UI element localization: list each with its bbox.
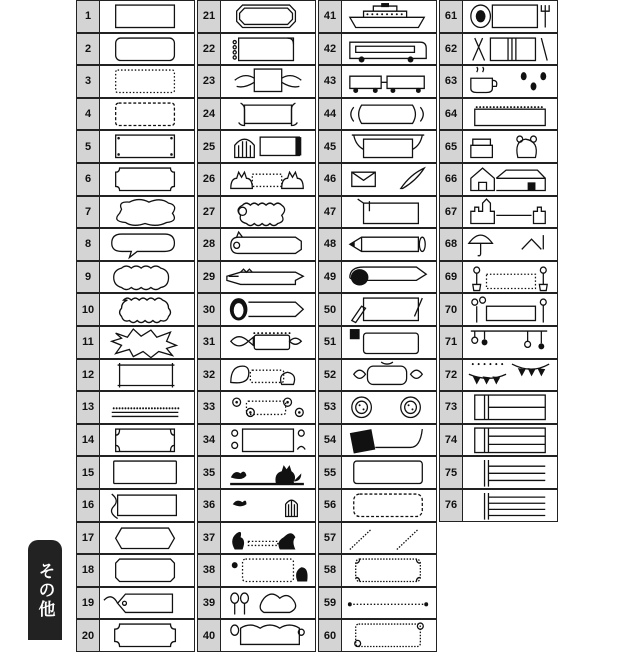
stamp-number: 24 bbox=[198, 99, 221, 130]
fish-icon bbox=[221, 327, 315, 358]
stamp-number: 43 bbox=[319, 66, 342, 97]
stamp-cell-42 bbox=[318, 33, 437, 66]
stamp-cell-19 bbox=[76, 587, 195, 620]
stamp-cell-26 bbox=[197, 163, 316, 196]
stamp-number: 55 bbox=[319, 457, 342, 488]
stamp-number: 67 bbox=[440, 197, 463, 228]
stamp-number: 52 bbox=[319, 360, 342, 391]
burst-frame-icon bbox=[100, 327, 194, 358]
flower-pots-icon bbox=[463, 262, 557, 293]
thick-frame-icon bbox=[100, 457, 194, 488]
stamp-cell-38 bbox=[197, 554, 316, 587]
stamp-cell-9 bbox=[76, 261, 195, 294]
stamp-number: 75 bbox=[440, 457, 463, 488]
stamp-number: 20 bbox=[77, 620, 100, 651]
stamp-number: 73 bbox=[440, 392, 463, 423]
stamp-cell-47 bbox=[318, 196, 437, 229]
stamp-number: 29 bbox=[198, 262, 221, 293]
stamp-cell-22 bbox=[197, 33, 316, 66]
stamp-number: 33 bbox=[198, 392, 221, 423]
stamp-cell-11 bbox=[76, 326, 195, 359]
stamp-number: 11 bbox=[77, 327, 100, 358]
stamp-number: 50 bbox=[319, 294, 342, 325]
stamp-number: 58 bbox=[319, 555, 342, 586]
stamp-number: 41 bbox=[319, 1, 342, 32]
stamp-cell-7 bbox=[76, 196, 195, 229]
stamp-number: 49 bbox=[319, 262, 342, 293]
stamp-cell-21 bbox=[197, 0, 316, 33]
stamp-number: 36 bbox=[198, 490, 221, 521]
lines-three-icon bbox=[463, 457, 557, 488]
section-tab-label: その他 bbox=[34, 561, 55, 619]
stamp-number: 32 bbox=[198, 360, 221, 391]
stamp-number: 34 bbox=[198, 425, 221, 456]
stamp-number: 60 bbox=[319, 620, 342, 651]
stamp-number: 12 bbox=[77, 360, 100, 391]
stamp-cell-46 bbox=[318, 163, 437, 196]
stamp-cell-48 bbox=[318, 228, 437, 261]
pencil-icon bbox=[342, 229, 436, 260]
cake-and-bear-icon bbox=[463, 131, 557, 162]
stamp-number: 42 bbox=[319, 34, 342, 65]
cats-icon bbox=[221, 164, 315, 195]
penguin-icon bbox=[221, 294, 315, 325]
stamp-cell-12 bbox=[76, 359, 195, 392]
stamp-number: 30 bbox=[198, 294, 221, 325]
stamp-number: 38 bbox=[198, 555, 221, 586]
stamp-cell-55 bbox=[318, 456, 437, 489]
stamp-cell-73 bbox=[439, 391, 558, 424]
stamp-number: 17 bbox=[77, 523, 100, 554]
stamp-cell-32 bbox=[197, 359, 316, 392]
stamp-number: 54 bbox=[319, 425, 342, 456]
stamp-number: 57 bbox=[319, 523, 342, 554]
stamp-number: 22 bbox=[198, 34, 221, 65]
stamp-cell-70 bbox=[439, 293, 558, 326]
stamp-cell-39 bbox=[197, 587, 316, 620]
stamp-number: 56 bbox=[319, 490, 342, 521]
stamp-cell-13 bbox=[76, 391, 195, 424]
stamp-cell-76 bbox=[439, 489, 558, 522]
stamp-number: 5 bbox=[77, 131, 100, 162]
stamp-number: 72 bbox=[440, 360, 463, 391]
stamp-cell-29 bbox=[197, 261, 316, 294]
table-three-rows-icon bbox=[463, 425, 557, 456]
stamp-number: 62 bbox=[440, 34, 463, 65]
stamp-number: 63 bbox=[440, 66, 463, 97]
stamp-cell-6 bbox=[76, 163, 195, 196]
octagon-frame-icon bbox=[221, 1, 315, 32]
stamp-number: 61 bbox=[440, 1, 463, 32]
safety-pin-icon bbox=[342, 262, 436, 293]
tape-icon bbox=[342, 327, 436, 358]
stamp-number: 15 bbox=[77, 457, 100, 488]
stamp-cell-50 bbox=[318, 293, 437, 326]
stamp-cell-37 bbox=[197, 522, 316, 555]
stamp-cell-16 bbox=[76, 489, 195, 522]
cloud-frame-icon bbox=[100, 197, 194, 228]
floral-border-icon bbox=[342, 620, 436, 651]
stamp-cell-49 bbox=[318, 261, 437, 294]
stamp-number: 71 bbox=[440, 327, 463, 358]
scroll-icon bbox=[221, 99, 315, 130]
bus-icon bbox=[342, 34, 436, 65]
stamp-cell-5 bbox=[76, 130, 195, 163]
stamp-cell-56 bbox=[318, 489, 437, 522]
ornate-frame-icon bbox=[100, 425, 194, 456]
luggage-tag-icon bbox=[100, 588, 194, 619]
leaf-wreath-icon bbox=[342, 360, 436, 391]
stamp-number: 70 bbox=[440, 294, 463, 325]
coffee-icon bbox=[463, 66, 557, 97]
cat-and-bird-icon bbox=[221, 457, 315, 488]
stamp-number: 27 bbox=[198, 197, 221, 228]
stamp-number: 51 bbox=[319, 327, 342, 358]
stitched-frame-icon bbox=[100, 99, 194, 130]
stamp-cell-65 bbox=[439, 130, 558, 163]
stamp-cell-34 bbox=[197, 424, 316, 457]
hanging-ornaments-icon bbox=[463, 327, 557, 358]
stamp-cell-2 bbox=[76, 33, 195, 66]
stamp-cell-23 bbox=[197, 65, 316, 98]
stamp-number: 23 bbox=[198, 66, 221, 97]
tableware-icon bbox=[463, 1, 557, 32]
stamp-number: 25 bbox=[198, 131, 221, 162]
stamp-number: 1 bbox=[77, 1, 100, 32]
table-two-rows-icon bbox=[463, 392, 557, 423]
stamp-cell-28 bbox=[197, 228, 316, 261]
stamp-cell-75 bbox=[439, 456, 558, 489]
stamp-cell-15 bbox=[76, 456, 195, 489]
riveted-frame-icon bbox=[100, 131, 194, 162]
house-icon bbox=[463, 164, 557, 195]
pig-icon bbox=[221, 229, 315, 260]
stamp-number: 76 bbox=[440, 490, 463, 521]
stamp-cell-60 bbox=[318, 619, 437, 652]
banner-icon bbox=[342, 99, 436, 130]
stamp-number: 21 bbox=[198, 1, 221, 32]
double-line-icon bbox=[100, 392, 194, 423]
shells-icon bbox=[221, 360, 315, 391]
stamp-cell-20 bbox=[76, 619, 195, 652]
stamp-number: 14 bbox=[77, 425, 100, 456]
stamp-cell-41 bbox=[318, 0, 437, 33]
stamp-cell-64 bbox=[439, 98, 558, 131]
stamp-cell-10 bbox=[76, 293, 195, 326]
dotted-line-icon bbox=[342, 588, 436, 619]
stamp-cell-61 bbox=[439, 0, 558, 33]
stamp-cell-59 bbox=[318, 587, 437, 620]
stamp-cell-66 bbox=[439, 163, 558, 196]
stamp-cell-54 bbox=[318, 424, 437, 457]
stamp-number: 19 bbox=[77, 588, 100, 619]
stamp-cell-68 bbox=[439, 228, 558, 261]
stamp-number: 53 bbox=[319, 392, 342, 423]
stamp-cell-52 bbox=[318, 359, 437, 392]
squirrel-frame-icon bbox=[221, 555, 315, 586]
tag-frame-icon bbox=[100, 523, 194, 554]
stamp-cell-33 bbox=[197, 391, 316, 424]
dotted-frame-icon bbox=[100, 66, 194, 97]
stamp-cell-63 bbox=[439, 65, 558, 98]
bumpy-cloud-frame-icon bbox=[100, 294, 194, 325]
stamp-number: 45 bbox=[319, 131, 342, 162]
stamp-cell-3 bbox=[76, 65, 195, 98]
stamp-cell-72 bbox=[439, 359, 558, 392]
stamp-cell-53 bbox=[318, 391, 437, 424]
stamp-cell-24 bbox=[197, 98, 316, 131]
stamp-number: 37 bbox=[198, 523, 221, 554]
rectangle-frame-icon bbox=[100, 1, 194, 32]
stamp-number: 13 bbox=[77, 392, 100, 423]
stamp-cell-51 bbox=[318, 326, 437, 359]
stamp-cell-17 bbox=[76, 522, 195, 555]
stamp-number: 4 bbox=[77, 99, 100, 130]
stamp-cell-25 bbox=[197, 130, 316, 163]
birdcage-icon bbox=[221, 131, 315, 162]
stamp-number: 9 bbox=[77, 262, 100, 293]
stamp-number: 44 bbox=[319, 99, 342, 130]
note-with-clip-icon bbox=[342, 197, 436, 228]
paint-tube-icon bbox=[342, 294, 436, 325]
stamp-cell-43 bbox=[318, 65, 437, 98]
stamp-number: 10 bbox=[77, 294, 100, 325]
stamp-cell-36 bbox=[197, 489, 316, 522]
stamp-cell-71 bbox=[439, 326, 558, 359]
hands-holding-paper-icon bbox=[221, 66, 315, 97]
stamp-number: 64 bbox=[440, 99, 463, 130]
stamp-cell-35 bbox=[197, 456, 316, 489]
stamp-number: 74 bbox=[440, 425, 463, 456]
stamp-number: 59 bbox=[319, 588, 342, 619]
bird-and-cage-icon bbox=[221, 490, 315, 521]
stamp-cell-18 bbox=[76, 554, 195, 587]
stamp-cell-4 bbox=[76, 98, 195, 131]
lines-four-icon bbox=[463, 490, 557, 521]
rounded-frame-icon bbox=[100, 34, 194, 65]
stamp-number: 8 bbox=[77, 229, 100, 260]
stamp-cell-58 bbox=[318, 554, 437, 587]
stamp-cell-74 bbox=[439, 424, 558, 457]
stamp-cell-1 bbox=[76, 0, 195, 33]
floral-corner-icon bbox=[221, 425, 315, 456]
stamp-number: 68 bbox=[440, 229, 463, 260]
stamp-number: 28 bbox=[198, 229, 221, 260]
stamp-cell-40 bbox=[197, 619, 316, 652]
stamp-number: 31 bbox=[198, 327, 221, 358]
balloon-frame-icon bbox=[221, 620, 315, 651]
curtain-icon bbox=[342, 131, 436, 162]
flower-vines-icon bbox=[463, 294, 557, 325]
stamp-number: 65 bbox=[440, 131, 463, 162]
balloons-icon bbox=[221, 588, 315, 619]
buttons-icon bbox=[342, 392, 436, 423]
stamp-number: 2 bbox=[77, 34, 100, 65]
scalloped-corner-frame-icon bbox=[100, 164, 194, 195]
train-icon bbox=[342, 66, 436, 97]
ticket-frame-icon bbox=[100, 620, 194, 651]
stamp-number: 6 bbox=[77, 164, 100, 195]
stamp-cell-30 bbox=[197, 293, 316, 326]
stamp-number: 16 bbox=[77, 490, 100, 521]
ship-icon bbox=[342, 1, 436, 32]
stamp-cell-45 bbox=[318, 130, 437, 163]
stamp-number: 26 bbox=[198, 164, 221, 195]
envelope-and-quill-icon bbox=[342, 164, 436, 195]
stamp-number: 46 bbox=[319, 164, 342, 195]
stamp-cell-62 bbox=[439, 33, 558, 66]
bunting-icon bbox=[463, 360, 557, 391]
thread-and-needle-icon bbox=[342, 425, 436, 456]
lace-frame-icon bbox=[342, 555, 436, 586]
umbrella-icon bbox=[463, 229, 557, 260]
squirrels-icon bbox=[221, 523, 315, 554]
speech-bubble-icon bbox=[100, 229, 194, 260]
notched-frame-icon bbox=[100, 555, 194, 586]
stamp-number: 66 bbox=[440, 164, 463, 195]
stamp-cell-27 bbox=[197, 196, 316, 229]
scallop-dots-icon bbox=[463, 99, 557, 130]
stripes-icon bbox=[342, 523, 436, 554]
sheep-icon bbox=[221, 197, 315, 228]
stamp-number: 40 bbox=[198, 620, 221, 651]
stamp-cell-14 bbox=[76, 424, 195, 457]
stamp-number: 3 bbox=[77, 66, 100, 97]
notepad-icon bbox=[221, 34, 315, 65]
castle-icon bbox=[463, 197, 557, 228]
section-tab bbox=[28, 540, 62, 640]
bracket-frame-icon bbox=[100, 360, 194, 391]
stamp-cell-69 bbox=[439, 261, 558, 294]
stamp-number: 7 bbox=[77, 197, 100, 228]
stamp-cell-31 bbox=[197, 326, 316, 359]
stamp-number: 48 bbox=[319, 229, 342, 260]
stamp-cell-44 bbox=[318, 98, 437, 131]
wavy-cloud-frame-icon bbox=[100, 262, 194, 293]
flowers-icon bbox=[221, 392, 315, 423]
dashed-frame-icon bbox=[342, 490, 436, 521]
stamp-cell-67 bbox=[439, 196, 558, 229]
stamp-cell-8 bbox=[76, 228, 195, 261]
plain-frame-icon bbox=[342, 457, 436, 488]
cutlery-icon bbox=[463, 34, 557, 65]
stamp-number: 39 bbox=[198, 588, 221, 619]
ribbon-frame-icon bbox=[100, 490, 194, 521]
stamp-number: 35 bbox=[198, 457, 221, 488]
crocodile-icon bbox=[221, 262, 315, 293]
stamp-number: 18 bbox=[77, 555, 100, 586]
stamp-number: 47 bbox=[319, 197, 342, 228]
stamp-cell-57 bbox=[318, 522, 437, 555]
stamp-number: 69 bbox=[440, 262, 463, 293]
